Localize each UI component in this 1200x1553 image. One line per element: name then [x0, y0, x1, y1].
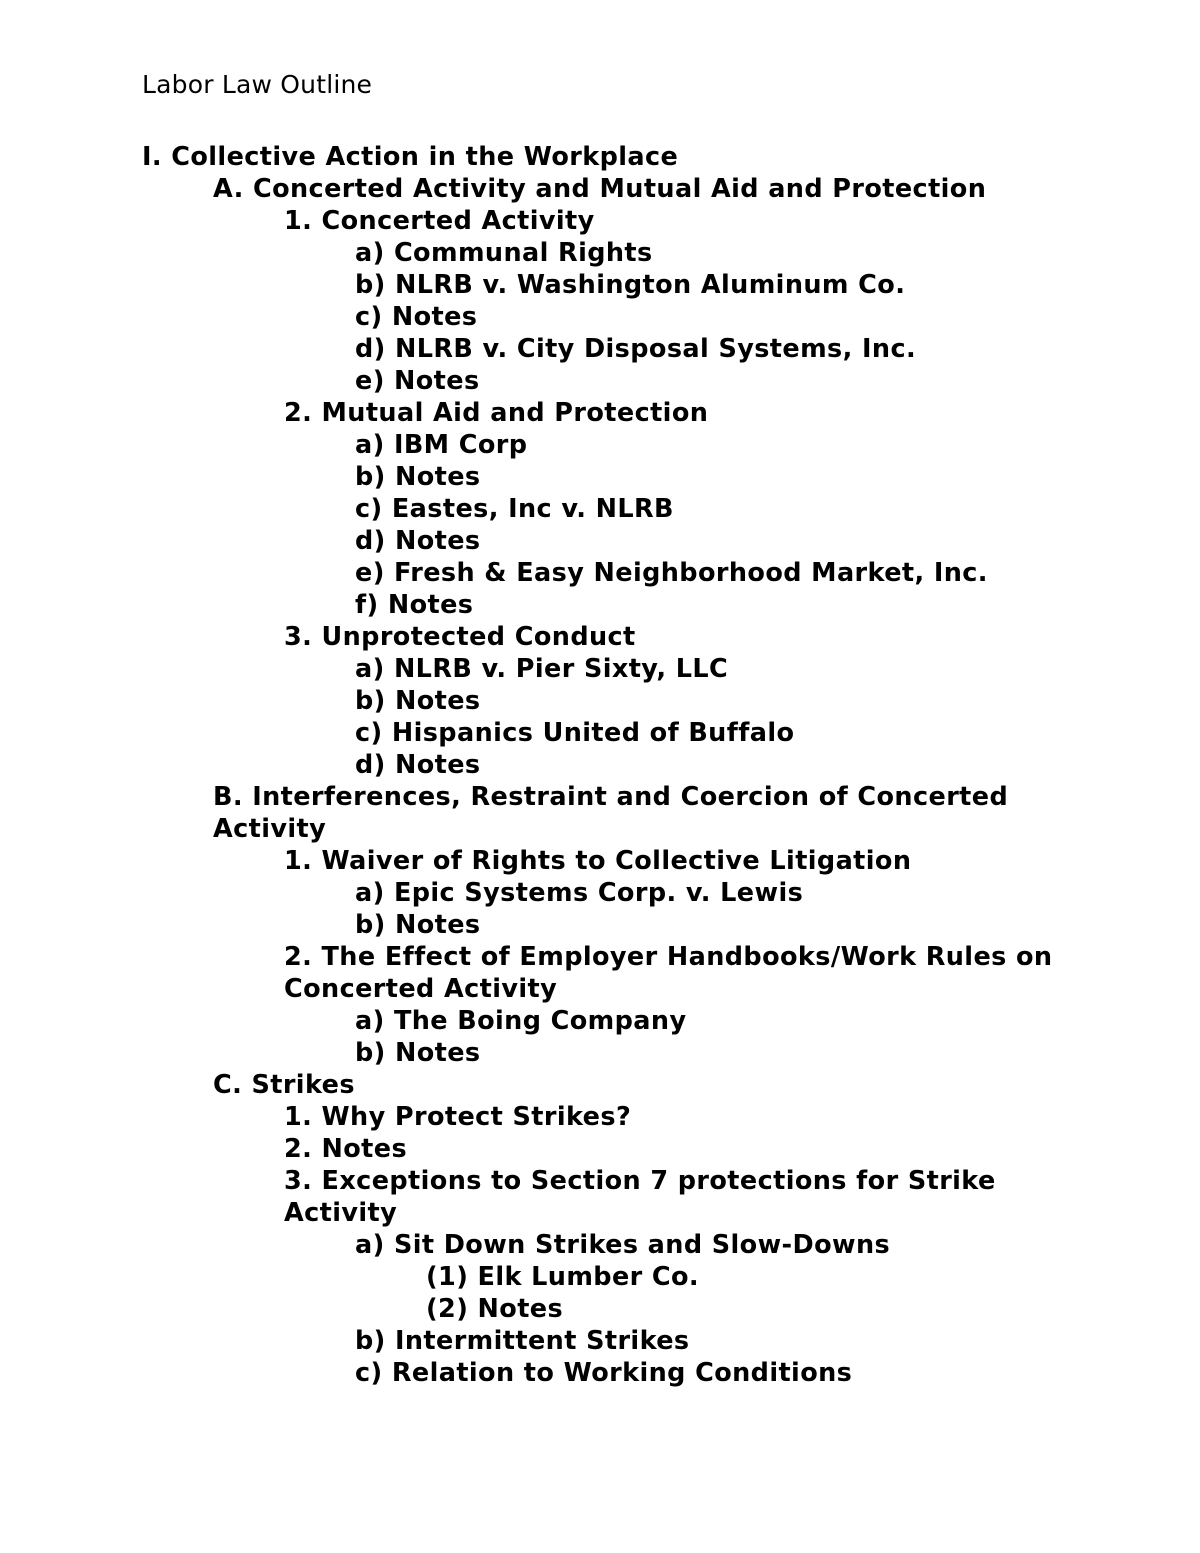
outline-item-level-1: C. Strikes: [213, 1070, 355, 1100]
outline-item-level-3: a) Sit Down Strikes and Slow-Downs: [355, 1230, 891, 1260]
outline-item-level-3: a) NLRB v. Pier Sixty, LLC: [355, 654, 729, 684]
outline-item-level-3: c) Eastes, Inc v. NLRB: [355, 494, 674, 524]
outline-item-level-3: b) Notes: [355, 686, 481, 716]
outline-item-level-4: (1) Elk Lumber Co.: [426, 1262, 700, 1292]
outline-item-level-3: d) Notes: [355, 526, 481, 556]
outline-item-level-2: 2. Mutual Aid and Protection: [284, 398, 709, 428]
document-title: Labor Law Outline: [142, 70, 373, 99]
outline-item-level-3: d) NLRB v. City Disposal Systems, Inc.: [355, 334, 917, 364]
outline-item-level-3: b) Notes: [355, 910, 481, 940]
outline-item-level-1: A. Concerted Activity and Mutual Aid and Protection: [213, 174, 987, 204]
outline-item-level-2: 1. Concerted Activity: [284, 206, 595, 236]
outline-item-level-3: c) Hispanics United of Buffalo: [355, 718, 795, 748]
outline-item-level-3: a) IBM Corp: [355, 430, 528, 460]
outline-item-level-3: f) Notes: [355, 590, 474, 620]
outline-item-level-3: c) Notes: [355, 302, 478, 332]
outline-item-level-2: 1. Why Protect Strikes?: [284, 1102, 632, 1132]
outline-item-level-3: a) Epic Systems Corp. v. Lewis: [355, 878, 804, 908]
outline-item-level-1: B. Interferences, Restraint and Coercion of Concerted Activity: [213, 782, 1009, 844]
outline-item-level-3: e) Notes: [355, 366, 480, 396]
outline-item-level-4: (2) Notes: [426, 1294, 564, 1324]
outline-item-level-0: I. Collective Action in the Workplace: [142, 142, 679, 172]
outline-item-level-3: b) Intermittent Strikes: [355, 1326, 690, 1356]
outline-item-level-3: b) Notes: [355, 1038, 481, 1068]
outline-item-level-3: a) The Boing Company: [355, 1006, 687, 1036]
outline-item-level-2: 2. The Effect of Employer Handbooks/Work Rules on Concerted Activity: [284, 942, 1053, 1004]
outline-item-level-3: e) Fresh & Easy Neighborhood Market, Inc.: [355, 558, 988, 588]
outline-item-level-3: a) Communal Rights: [355, 238, 653, 268]
outline-item-level-3: b) Notes: [355, 462, 481, 492]
outline-item-level-2: 3. Exceptions to Section 7 protections for Strike Activity: [284, 1166, 996, 1228]
outline-item-level-3: c) Relation to Working Conditions: [355, 1358, 853, 1388]
outline-item-level-3: b) NLRB v. Washington Aluminum Co.: [355, 270, 906, 300]
outline-item-level-2: 1. Waiver of Rights to Collective Litigation: [284, 846, 912, 876]
outline-item-level-2: 3. Unprotected Conduct: [284, 622, 636, 652]
outline-list: [142, 141, 1062, 1389]
outline-item-level-2: 2. Notes: [284, 1134, 408, 1164]
outline-item-level-3: d) Notes: [355, 750, 481, 780]
